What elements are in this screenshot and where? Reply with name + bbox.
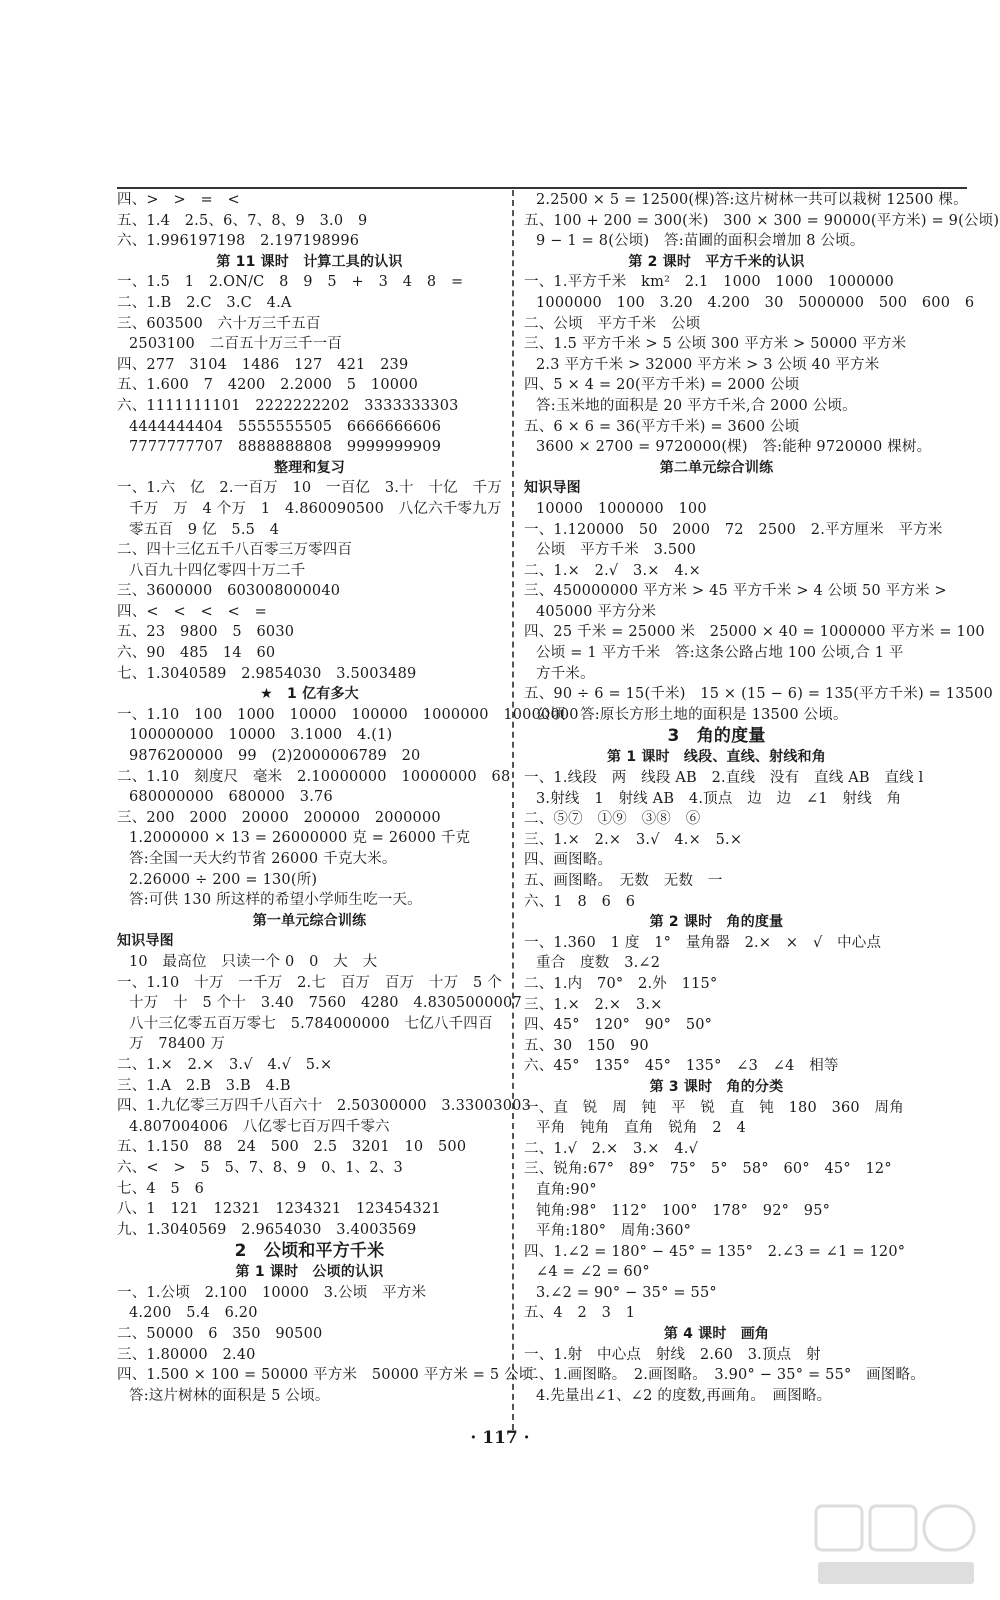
answer-line: 二、四十三亿五千八百零三万零四百	[117, 542, 353, 559]
answer-line: 三、1.80000 2.40	[117, 1346, 256, 1363]
answer-line: 一、直 锐 周 钝 平 锐 直 钝 180 360 周角	[524, 1099, 904, 1116]
answer-line: 公顷 = 1 平方千米 答:这条公路占地 100 公顷,合 1 平	[536, 645, 904, 662]
answer-line: 三、450000000 平方米 > 45 平方千米 > 4 公顷 50 平方米 >	[524, 583, 947, 600]
answer-line: 二、1.画图略。 2.画图略。 3.90° − 35° = 55° 画图略。	[524, 1367, 925, 1384]
column-divider	[512, 190, 514, 1430]
answer-line: 一、1.10 十万 一千万 2.七 百万 百万 十万 5 个	[117, 974, 502, 991]
answer-line: 4.200 5.4 6.20	[129, 1305, 258, 1322]
answer-line: 一、1.360 1 度 1° 量角器 2.× × √ 中心点	[524, 934, 882, 951]
answer-line: 六、1 8 6 6	[524, 893, 636, 910]
answer-line: 七、1.3040589 2.9854030 3.5003489	[117, 665, 417, 682]
answer-line: 三、1.5 平方千米 > 5 公顷 300 平方米 > 50000 平方米	[524, 336, 907, 353]
section-heading: 第 2 课时 角的度量	[649, 914, 784, 931]
answer-line: 一、1.六 亿 2.一百万 10 一百亿 3.十 十亿 千万	[117, 480, 502, 497]
answer-line: 四、画图略。	[524, 852, 613, 869]
answer-line: 八十三亿零五百万零七 5.784000000 七亿八千四百	[129, 1015, 493, 1032]
answer-line: ∠4 = ∠2 = 60°	[536, 1264, 650, 1281]
answer-line: 三、200 2000 20000 200000 2000000	[117, 809, 441, 826]
subheading: 知识导图	[117, 933, 174, 950]
answer-line: 四、1.九亿零三万四千八百六十 2.50300000 3.33003003	[117, 1098, 532, 1115]
answer-line: 四、> > = <	[117, 192, 240, 208]
answer-line: 千万 万 4 个万 1 4.860090500 八亿六千零九万	[129, 500, 502, 517]
answer-line: 一、1.平方千米 km² 2.1 1000 1000 1000000	[524, 274, 894, 291]
answer-line: 公顷 平方千米 3.500	[536, 542, 697, 559]
subheading: 知识导图	[524, 480, 581, 497]
answer-line: 1.2000000 × 13 = 26000000 克 = 26000 千克	[129, 830, 471, 847]
answer-line: 二、50000 6 350 90500	[117, 1326, 323, 1343]
section-heading: 第 11 课时 计算工具的认识	[216, 253, 403, 270]
section-heading: 第 1 课时 线段、直线、射线和角	[607, 749, 826, 766]
answer-line: 9 − 1 = 8(公顷) 答:苗圃的面积会增加 8 公顷。	[536, 233, 865, 250]
answer-line: 三、3600000 603008000040	[117, 583, 341, 600]
answer-line: 平角:180° 周角:360°	[536, 1223, 692, 1240]
page-number: · 117 ·	[470, 1428, 530, 1448]
answer-line: 平角 钝角 直角 锐角 2 4	[536, 1120, 746, 1137]
answer-line: 五、30 150 90	[524, 1037, 649, 1054]
section-heading: 第二单元综合训练	[659, 459, 774, 476]
answer-line: 四、< < < < =	[117, 603, 267, 620]
answer-line: 五、1.4 2.5、6、7、8、9 3.0 9	[117, 212, 368, 229]
answer-line: 五、6 × 6 = 36(平方千米) = 3600 公顷	[524, 418, 800, 435]
answer-line: 405000 平方分米	[536, 603, 657, 620]
answer-line: 六、1.996197198 2.197198996	[117, 233, 360, 250]
answer-line: 十万 十 5 个十 3.40 7560 4280 4.8305000007	[129, 995, 522, 1012]
answer-line: 六、< > 5 5、7、8、9 0、1、2、3	[117, 1159, 403, 1176]
answer-line: 二、⑤⑦ ①⑨ ③⑧ ⑥	[524, 811, 701, 828]
answer-line: 二、1.B 2.C 3.C 4.A	[117, 294, 292, 311]
answer-line: 四、45° 120° 90° 50°	[524, 1017, 713, 1034]
answer-line: 二、1.× 2.√ 3.× 4.×	[524, 562, 701, 579]
answer-line: 4.先量出∠1、∠2 的度数,再画角。 画图略。	[536, 1387, 832, 1404]
section-heading: 第 4 课时 画角	[663, 1326, 770, 1343]
section-heading: 第 1 课时 公顷的认识	[235, 1264, 384, 1281]
answer-line: 2.3 平方千米 > 32000 平方米 > 3 公顷 40 平方米	[536, 356, 880, 373]
answer-line: 四、1.500 × 100 = 50000 平方米 50000 平方米 = 5 公顷	[117, 1367, 534, 1384]
top-rule	[117, 187, 967, 189]
answer-line: 答:全国一天大约节省 26000 千克大米。	[129, 851, 397, 867]
answer-line: 二、1.10 刻度尺 毫米 2.10000000 10000000 68	[117, 768, 511, 785]
answer-line: 2.2500 × 5 = 12500(棵)答:这片树林一共可以栽树 12500 棵。	[536, 192, 968, 208]
answer-column-right	[524, 190, 1000, 1406]
answer-line: 二、1.√ 2.× 3.× 4.√	[524, 1140, 699, 1157]
watermark-logo	[810, 1500, 980, 1590]
answer-line: 9876200000 99 (2)2000006789 20	[129, 748, 421, 765]
answer-line: 3.射线 1 射线 AB 4.顶点 边 边 ∠1 射线 角	[536, 790, 902, 807]
answer-line: 五、1.150 88 24 500 2.5 3201 10 500	[117, 1139, 467, 1156]
section-heading: 2 公顷和平方千米	[234, 1241, 385, 1262]
answer-line: 公顷 答:原长方形土地的面积是 13500 公顷。	[536, 706, 848, 723]
answer-line: 1000000 100 3.20 4.200 30 5000000 500 600 6	[536, 294, 975, 311]
answer-line: 四、5 × 4 = 20(平方千米) = 2000 公顷	[524, 377, 800, 394]
answer-line: 答:玉米地的面积是 20 平方千米,合 2000 公顷。	[536, 397, 857, 414]
answer-line: 2.26000 ÷ 200 = 130(所)	[129, 871, 318, 888]
answer-line: 重合 度数 3.∠2	[536, 955, 661, 972]
section-heading: 第 3 课时 角的分类	[649, 1078, 784, 1095]
answer-line: 四、277 3104 1486 127 421 239	[117, 356, 409, 373]
answer-line: 零五百 9 亿 5.5 4	[129, 521, 280, 538]
answer-line: 六、45° 135° 45° 135° ∠3 ∠4 相等	[524, 1058, 839, 1075]
answer-line: 六、90 485 14 60	[117, 645, 276, 662]
answer-line: 10 最高位 只读一个 0 0 大 大	[129, 953, 378, 970]
answer-line: 一、1.10 100 1000 10000 100000 1000000 10000000	[117, 706, 579, 723]
answer-line: 五、画图略。 无数 无数 一	[524, 873, 723, 889]
answer-line: 一、1.5 1 2.ON/C 8 9 5 + 3 4 8 =	[117, 274, 464, 291]
answer-line: 一、1.公顷 2.100 10000 3.公顷 平方米	[117, 1284, 427, 1301]
answer-line: 2503100 二百五十万三千一百	[129, 336, 342, 353]
answer-line: 一、1.线段 两 线段 AB 2.直线 没有 直线 AB 直线 l	[524, 770, 924, 787]
answer-line: 二、1.内 70° 2.外 115°	[524, 975, 718, 992]
answer-line: 八百九十四亿零四十万二千	[129, 562, 306, 579]
answer-line: 一、1.120000 50 2000 72 2500 2.平方厘米 平方米	[524, 521, 943, 538]
answer-line: 3600 × 2700 = 9720000(棵) 答:能种 9720000 棵树。	[536, 439, 932, 456]
section-heading: 3 角的度量	[667, 726, 766, 747]
answer-line: 4444444404 5555555505 6666666606	[129, 418, 442, 435]
answer-line: 680000000 680000 3.76	[129, 789, 333, 806]
section-heading: ★ 1 亿有多大	[260, 686, 359, 703]
answer-line: 答:这片树林的面积是 5 公顷。	[129, 1387, 330, 1404]
answer-line: 九、1.3040569 2.9654030 3.4003569	[117, 1221, 417, 1238]
answer-line: 答:可供 130 所这样的希望小学师生吃一天。	[129, 892, 422, 909]
answer-line: 七、4 5 6	[117, 1180, 205, 1197]
answer-line: 直角:90°	[536, 1181, 597, 1198]
answer-line: 一、1.射 中心点 射线 2.60 3.顶点 射	[524, 1346, 821, 1363]
answer-line: 7777777707 8888888808 9999999909	[129, 439, 442, 456]
answer-line: 4.807004006 八亿零七百万四千零六	[129, 1118, 390, 1135]
answer-line: 五、4 2 3 1	[524, 1305, 636, 1322]
answer-line: 五、1.600 7 4200 2.2000 5 10000	[117, 377, 419, 394]
answer-line: 100000000 10000 3.1000 4.(1)	[129, 727, 393, 744]
answer-line: 三、锐角:67° 89° 75° 5° 58° 60° 45° 12°	[524, 1161, 892, 1178]
section-heading: 第 2 课时 平方千米的认识	[628, 253, 805, 270]
answer-line: 三、1.A 2.B 3.B 4.B	[117, 1077, 291, 1094]
answer-line: 二、公顷 平方千米 公顷	[524, 315, 701, 332]
answer-line: 3.∠2 = 90° − 35° = 55°	[536, 1284, 717, 1301]
answer-line: 八、1 121 12321 1234321 123454321	[117, 1201, 441, 1218]
answer-line: 三、1.× 2.× 3.√ 4.× 5.×	[524, 831, 743, 848]
answer-line: 五、90 ÷ 6 = 15(千米) 15 × (15 − 6) = 135(平方千米) = 13500	[524, 686, 993, 703]
answer-line: 钝角:98° 112° 100° 178° 92° 95°	[536, 1202, 831, 1219]
section-heading: 第一单元综合训练	[252, 912, 367, 929]
answer-line: 三、603500 六十万三千五百	[117, 315, 321, 332]
answer-line: 10000 1000000 100	[536, 500, 707, 517]
answer-line: 四、1.∠2 = 180° − 45° = 135° 2.∠3 = ∠1 = 120°	[524, 1243, 906, 1260]
answer-line: 五、23 9800 5 6030	[117, 624, 295, 641]
answer-line: 方千米。	[536, 665, 595, 682]
answer-line: 六、1111111101 2222222202 3333333303	[117, 397, 459, 414]
answer-line: 二、1.× 2.× 3.√ 4.√ 5.×	[117, 1056, 333, 1073]
answer-line: 四、25 千米 = 25000 米 25000 × 40 = 1000000 平方米 = 100	[524, 624, 985, 641]
answer-line: 五、100 + 200 = 300(米) 300 × 300 = 90000(平方米) = 9(公顷)	[524, 212, 1000, 229]
answer-line: 万 78400 万	[129, 1036, 226, 1053]
answer-line: 三、1.× 2.× 3.×	[524, 996, 663, 1013]
section-heading: 整理和复习	[274, 459, 345, 476]
